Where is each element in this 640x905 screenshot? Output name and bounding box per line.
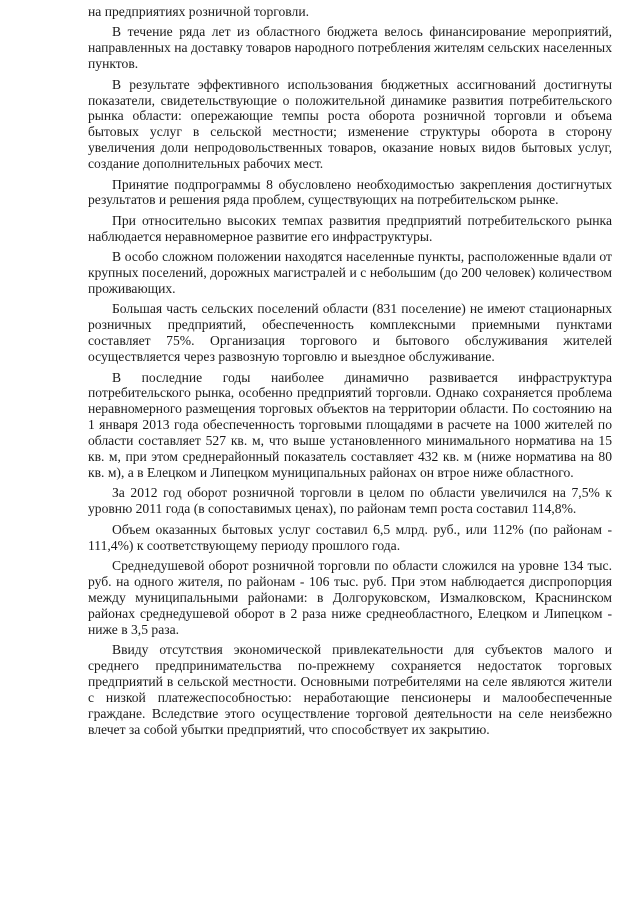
- paragraph-services-volume: Объем оказанных бытовых услуг составил 6,5 млрд. руб., или 112% (по районам - 111,4%) к соответствующему периоду прошлого года.: [88, 521, 612, 553]
- paragraph-financing: В течение ряда лет из областного бюджета велось финансирование мероприятий, направленных на доставку товаров народного потребления жителям сельских населенных пунктов.: [88, 24, 612, 72]
- paragraph-retail-turnover: За 2012 год оборот розничной торговли в целом по области увеличился на 7,5% к уровню 2011 года (в сопоставимых ценах), по районам темп роста составил 114,8%.: [88, 485, 612, 517]
- paragraph-infrastructure: При относительно высоких темпах развития предприятий потребительского рынка наблюдается неравномерное развитие его инфраструктуры.: [88, 212, 612, 244]
- paragraph-per-capita: Среднедушевой оборот розничной торговли по области сложился на уровне 134 тыс. руб. на одного жителя, по районам - 106 тыс. руб. При этом наблюдается диспропорция между муниципальными районами: в Долгоруковском, Измалковском, Краснинском районах среднедушевой оборот в 2 раза ниже среднеобластного, Елецком и Липецком - ниже в 3,5 раза.: [88, 558, 612, 637]
- paragraph-results: В результате эффективного использования бюджетных ассигнований достигнуты показатели, свидетельствующие о положительной динамике развития потребительского рынка области: опережающие темпы роста оборота розничной торговли и объема бытовых услуг в сельской местности; изменение структуры оборота в сторону увеличения доли непродовольственных товаров, оказание новых видов бытовых услуг, создание дополнительных рабочих мест.: [88, 76, 612, 172]
- paragraph-retail-space: В последние годы наиболее динамично развивается инфраструктура потребительского рынка, особенно предприятий торговли. Однако сохраняется проблема неравномерного размещения торговых объектов на территории области. По состоянию на 1 января 2013 года обеспеченность торговыми площадями в расчете на 1000 жителей по области составляет 527 кв. м, что выше установленного минимального норматива на 15 кв. м, при этом среднерайонный показатель составляет 432 кв. м (ниже норматива на 80 кв. м), а в Елецком и Липецком муниципальных районах он втрое ниже областного.: [88, 369, 612, 480]
- paragraph-remote-settlements: В особо сложном положении находятся населенные пункты, расположенные вдали от крупных поселений, дорожных магистралей и с небольшим (до 200 человек) количеством проживающих.: [88, 249, 612, 296]
- paragraph-small-business: Ввиду отсутствия экономической привлекательности для субъектов малого и среднего предпринимательства по-прежнему сохраняется недостаток торговых предприятий в сельской местности. Основными потребителями на селе являются жители с низкой платежеспособностью: неработающие пенсионеры и малообеспеченные граждане. Вследствие этого осуществление торговой деятельности на селе неизбежно влечет за собой убытки предприятий, что способствует их закрытию.: [88, 642, 612, 737]
- paragraph-continuation: на предприятиях розничной торговли.: [88, 4, 309, 19]
- paragraph-rural-settlements: Большая часть сельских поселений области (831 поселение) не имеют стационарных розничных предприятий, обеспеченность комплексными приемными пунктами составляет 75%. Организация торгового и бытового обслуживания жителей осуществляется через развозную торговлю и выездное обслуживание.: [88, 301, 612, 365]
- document-page: [88, 4, 612, 742]
- paragraph-subprogram: Принятие подпрограммы 8 обусловлено необходимостью закрепления достигнутых результатов и решения ряда проблем, существующих на потребительском рынке.: [88, 176, 612, 208]
